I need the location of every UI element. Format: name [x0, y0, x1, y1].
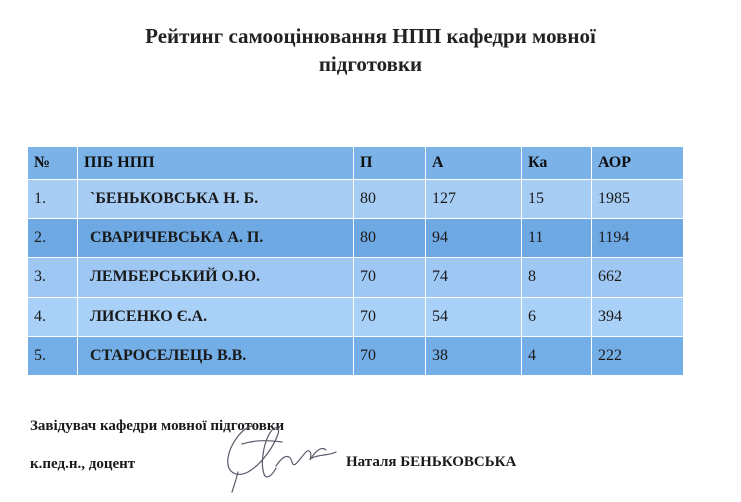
cell-name: СТАРОСЕЛЕЦЬ В.В. — [78, 336, 354, 375]
cell-aor: 1985 — [592, 180, 684, 219]
table-row — [28, 297, 684, 336]
cell-aor: 394 — [592, 297, 684, 336]
cell-a: 38 — [426, 336, 522, 375]
cell-number: 1. — [28, 180, 78, 219]
cell-a: 74 — [426, 258, 522, 297]
table-row — [28, 180, 684, 219]
cell-number: 3. — [28, 258, 78, 297]
signature-image — [212, 414, 342, 494]
cell-ka: 15 — [522, 180, 592, 219]
cell-aor: 222 — [592, 336, 684, 375]
cell-p: 80 — [354, 219, 426, 258]
cell-a: 94 — [426, 219, 522, 258]
cell-a: 54 — [426, 297, 522, 336]
signer-name: Наталя БЕНЬКОВСЬКА — [346, 454, 517, 470]
cell-number: 4. — [28, 297, 78, 336]
table-row — [28, 258, 684, 297]
degree-line: к.пед.н., доцент — [30, 456, 136, 472]
cell-number: 2. — [28, 219, 78, 258]
cell-name: ЛИСЕНКО Є.А. — [78, 297, 354, 336]
cell-p: 70 — [354, 258, 426, 297]
cell-name: `БЕНЬКОВСЬКА Н. Б. — [78, 180, 354, 219]
header-ka: Ка — [522, 147, 592, 180]
header-aor: АОР — [592, 147, 684, 180]
cell-name: ЛЕМБЕРСЬКИЙ О.Ю. — [78, 258, 354, 297]
table-row — [28, 219, 684, 258]
cell-ka: 6 — [522, 297, 592, 336]
cell-p: 70 — [354, 297, 426, 336]
cell-number: 5. — [28, 336, 78, 375]
header-name: ПІБ НПП — [78, 147, 354, 180]
title-line-1: Рейтинг самооцінювання НПП кафедри мовної — [145, 24, 596, 48]
header-p: П — [354, 147, 426, 180]
cell-ka: 8 — [522, 258, 592, 297]
cell-ka: 4 — [522, 336, 592, 375]
cell-name: СВАРИЧЕВСЬКА А. П. — [78, 219, 354, 258]
header-number: № — [28, 147, 78, 180]
title-line-2: підготовки — [318, 52, 423, 76]
position-line: Завідувач кафедри мовної підготовки — [30, 418, 285, 434]
document-title — [0, 22, 741, 78]
cell-ka: 11 — [522, 219, 592, 258]
cell-aor: 1194 — [592, 219, 684, 258]
cell-p: 70 — [354, 336, 426, 375]
table-row — [28, 336, 684, 375]
header-a: А — [426, 147, 522, 180]
rating-table — [27, 146, 684, 376]
cell-a: 127 — [426, 180, 522, 219]
table-header-row — [28, 147, 684, 180]
cell-p: 80 — [354, 180, 426, 219]
cell-aor: 662 — [592, 258, 684, 297]
